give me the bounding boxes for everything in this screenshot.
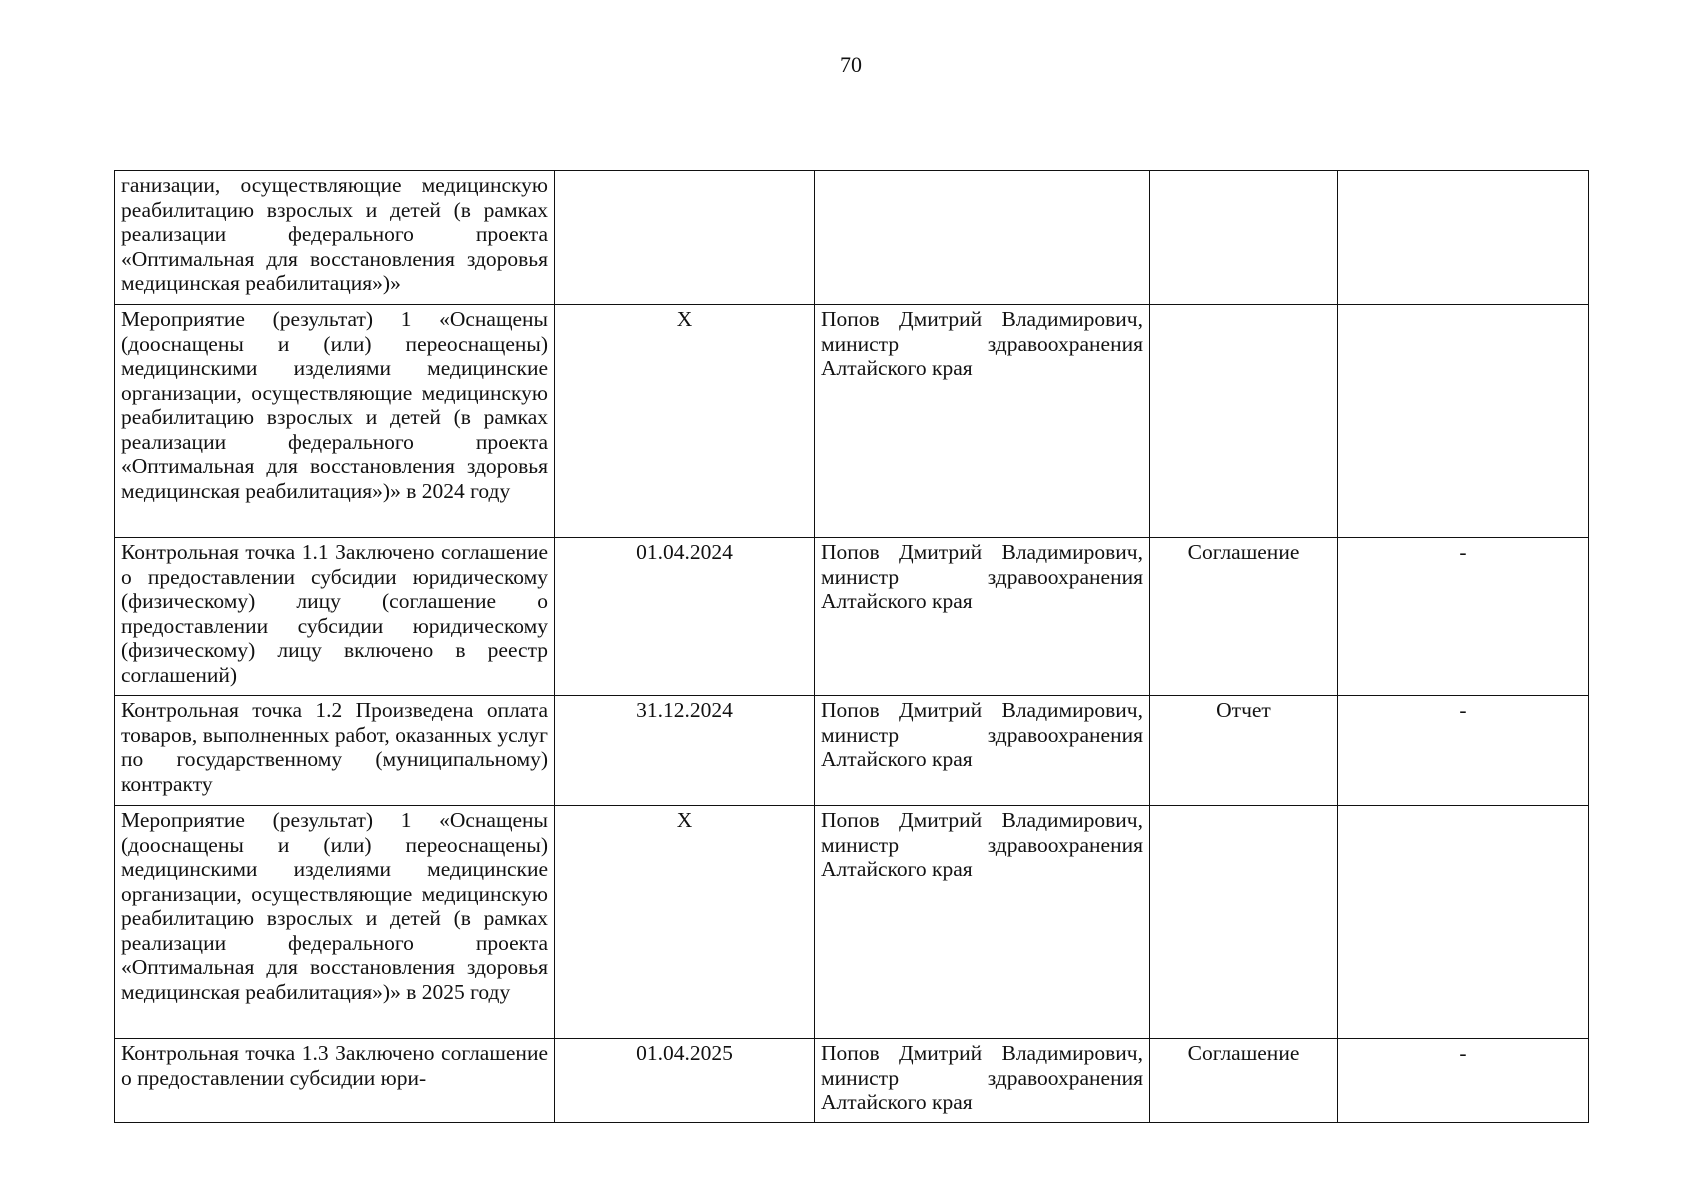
cell-date: 01.04.2025 (555, 1039, 815, 1123)
cell-system (1338, 305, 1589, 538)
cell-date: X (555, 806, 815, 1039)
cell-name: Мероприятие (результат) 1 «Оснащены (дооснащены и (или) переоснащены) медицинскими изделиями медицинские организации, осуществляющие медицинскую реабилитацию взрослых и детей (в рамках реализации федерального проекта «Оптимальная для восстановления здоровья медицинская реабилитация»)» в 2024 году (115, 305, 555, 538)
cell-document (1150, 305, 1338, 538)
table-row (115, 696, 1589, 806)
cell-responsible: Попов Дмитрий Владимирович, министр здравоохранения Алтайского края (815, 538, 1150, 696)
cell-responsible: Попов Дмитрий Владимирович, министр здравоохранения Алтайского края (815, 1039, 1150, 1123)
cell-date: X (555, 305, 815, 538)
cell-system: - (1338, 1039, 1589, 1123)
cell-responsible: Попов Дмитрий Владимирович, министр здравоохранения Алтайского края (815, 696, 1150, 806)
table-row (115, 806, 1589, 1039)
cell-responsible: Попов Дмитрий Владимирович, министр здравоохранения Алтайского края (815, 305, 1150, 538)
cell-responsible (815, 171, 1150, 305)
cell-name: Контрольная точка 1.2 Произведена оплата товаров, выполненных работ, оказанных услуг по государственному (муниципальному) контракту (115, 696, 555, 806)
cell-document (1150, 171, 1338, 305)
page-number: 70 (840, 52, 862, 77)
cell-date: 01.04.2024 (555, 538, 815, 696)
table-row (115, 1039, 1589, 1123)
cell-date: 31.12.2024 (555, 696, 815, 806)
cell-document (1150, 806, 1338, 1039)
cell-document: Соглашение (1150, 538, 1338, 696)
cell-system (1338, 171, 1589, 305)
cell-system: - (1338, 538, 1589, 696)
cell-document: Отчет (1150, 696, 1338, 806)
cell-name: Контрольная точка 1.1 Заключено соглашение о предоставлении субсидии юридическому (физическому) лицу (соглашение о предоставлении субсидии юридическому (физическому) лицу включено в реестр соглашений) (115, 538, 555, 696)
cell-date (555, 171, 815, 305)
cell-system (1338, 806, 1589, 1039)
cell-name: ганизации, осуществляющие медицинскую реабилитацию взрослых и детей (в рамках реализации федерального проекта «Оптимальная для восстановления здоровья медицинская реабилитация»)» (115, 171, 555, 305)
control-points-table (114, 170, 1589, 1123)
table-row (115, 171, 1589, 305)
table-row (115, 538, 1589, 696)
cell-name: Мероприятие (результат) 1 «Оснащены (дооснащены и (или) переоснащены) медицинскими изделиями медицинские организации, осуществляющие медицинскую реабилитацию взрослых и детей (в рамках реализации федерального проекта «Оптимальная для восстановления здоровья медицинская реабилитация»)» в 2025 году (115, 806, 555, 1039)
cell-responsible: Попов Дмитрий Владимирович, министр здравоохранения Алтайского края (815, 806, 1150, 1039)
table-row (115, 305, 1589, 538)
cell-name: Контрольная точка 1.3 Заключено соглашение о предоставлении субсидии юри- (115, 1039, 555, 1123)
cell-document: Соглашение (1150, 1039, 1338, 1123)
cell-system: - (1338, 696, 1589, 806)
